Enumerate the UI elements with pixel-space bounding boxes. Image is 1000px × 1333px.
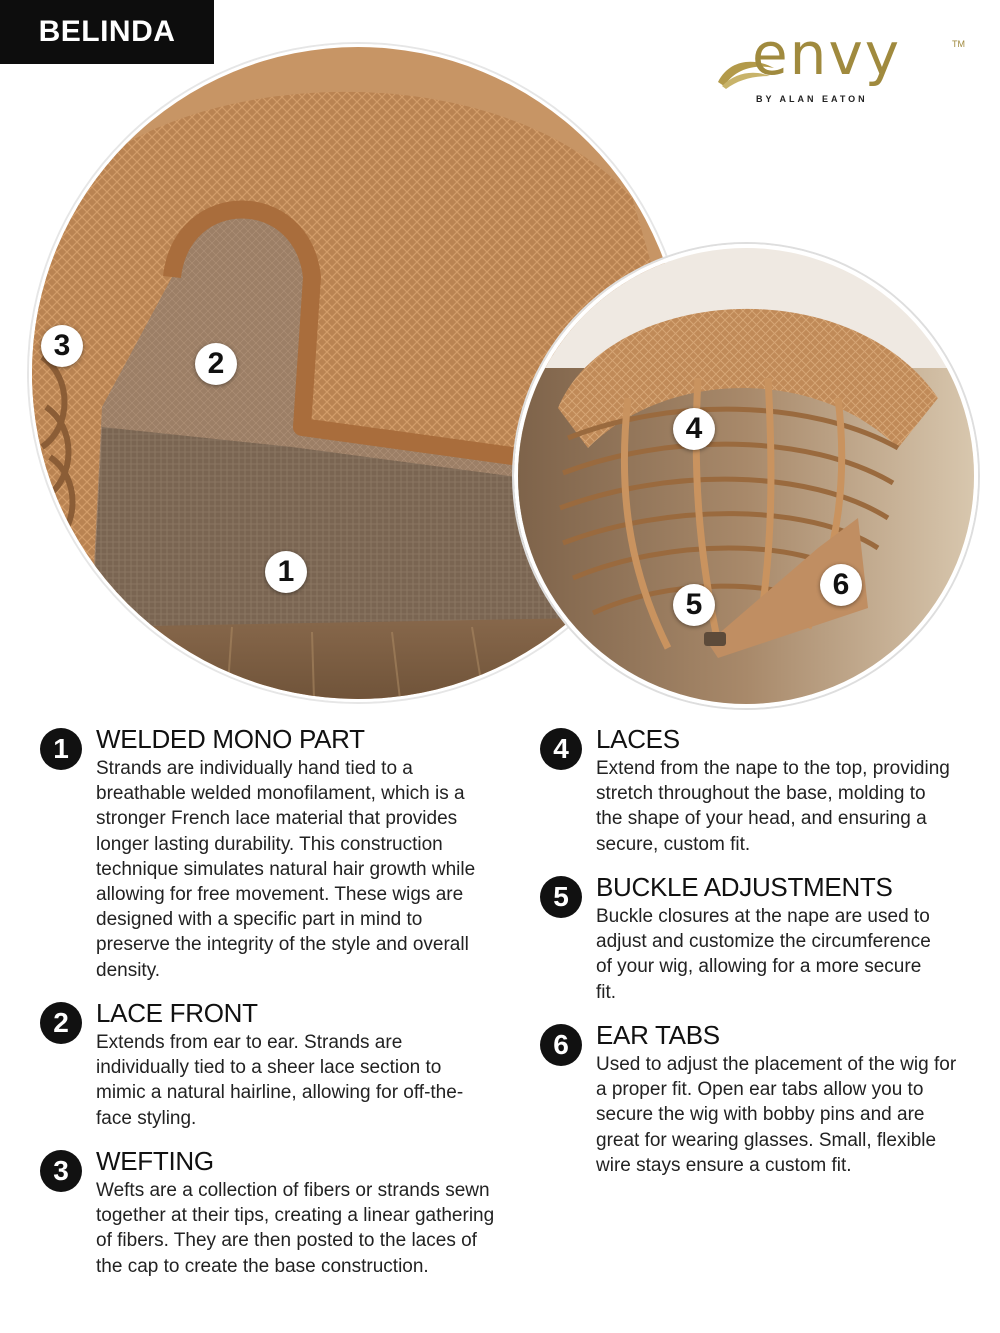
feature-description: Strands are individually hand tied to a breathable welded monofilament, which is a stronger French lace material that provides longer lasting durability. This construction technique simulates natural hair growth while allowing for free movement. These wigs are designed with a specific part in mind to preserve the integrity of the style and overall density.: [96, 758, 476, 981]
feature-ear-tabs: [540, 1022, 970, 1202]
product-name: BELINDA: [38, 15, 176, 48]
brand-logo: [712, 20, 972, 112]
feature-description: Used to adjust the placement of the wig for a proper fit. Open ear tabs allow you to secure the wig with bobby pins and are great for wearing glasses. Small, flexible wire stays ensure a custom fit.: [596, 1054, 957, 1176]
cap-back-photo: [514, 244, 978, 708]
feature-number-badge: 2: [40, 1002, 82, 1044]
feature-description: Extend from the nape to the top, providing stretch throughout the base, molding to the shape of your head, and ensuring a secure, custom fit.: [596, 758, 950, 855]
feature-number-badge: 5: [540, 876, 582, 918]
product-name-badge: [0, 0, 214, 64]
feature-number-badge: 1: [40, 728, 82, 770]
feature-number-badge: 3: [40, 1150, 82, 1192]
feature-laces: [540, 726, 970, 856]
trademark-symbol: TM: [952, 39, 965, 49]
brand-byline: BY ALAN EATON: [756, 94, 868, 104]
feature-description: Extends from ear to ear. Strands are individually tied to a sheer lace section to mimic a natural hairline, allowing for off-the-face styling.: [96, 1032, 464, 1129]
feature-welded-mono-part: [40, 726, 500, 986]
marker-2: 2: [195, 343, 237, 385]
feature-description: Wefts are a collection of fibers or strands sewn together at their tips, creating a linear gathering of fibers. They are then posted to the laces of the cap to create the base construction.: [96, 1180, 495, 1277]
marker-1: 1: [265, 551, 307, 593]
feature-wefting: [40, 1148, 500, 1308]
feature-title: LACE FRONT: [96, 998, 258, 1028]
feature-title: LACES: [596, 724, 680, 754]
feature-lace-front: [40, 1000, 500, 1130]
brand-wordmark: envy: [752, 20, 902, 88]
marker-6: 6: [820, 564, 862, 606]
feature-number-badge: 4: [540, 728, 582, 770]
feature-title: EAR TABS: [596, 1020, 720, 1050]
marker-5: 5: [673, 584, 715, 626]
feature-buckle-adjustments: [540, 874, 970, 1004]
feature-title: WEFTING: [96, 1146, 214, 1176]
feature-title: WELDED MONO PART: [96, 724, 365, 754]
feature-description: Buckle closures at the nape are used to adjust and customize the circumference of your wig, allowing for a more secure fit.: [596, 906, 931, 1003]
marker-4: 4: [673, 408, 715, 450]
feature-title: BUCKLE ADJUSTMENTS: [596, 872, 893, 902]
feature-number-badge: 6: [540, 1024, 582, 1066]
marker-3: 3: [41, 325, 83, 367]
